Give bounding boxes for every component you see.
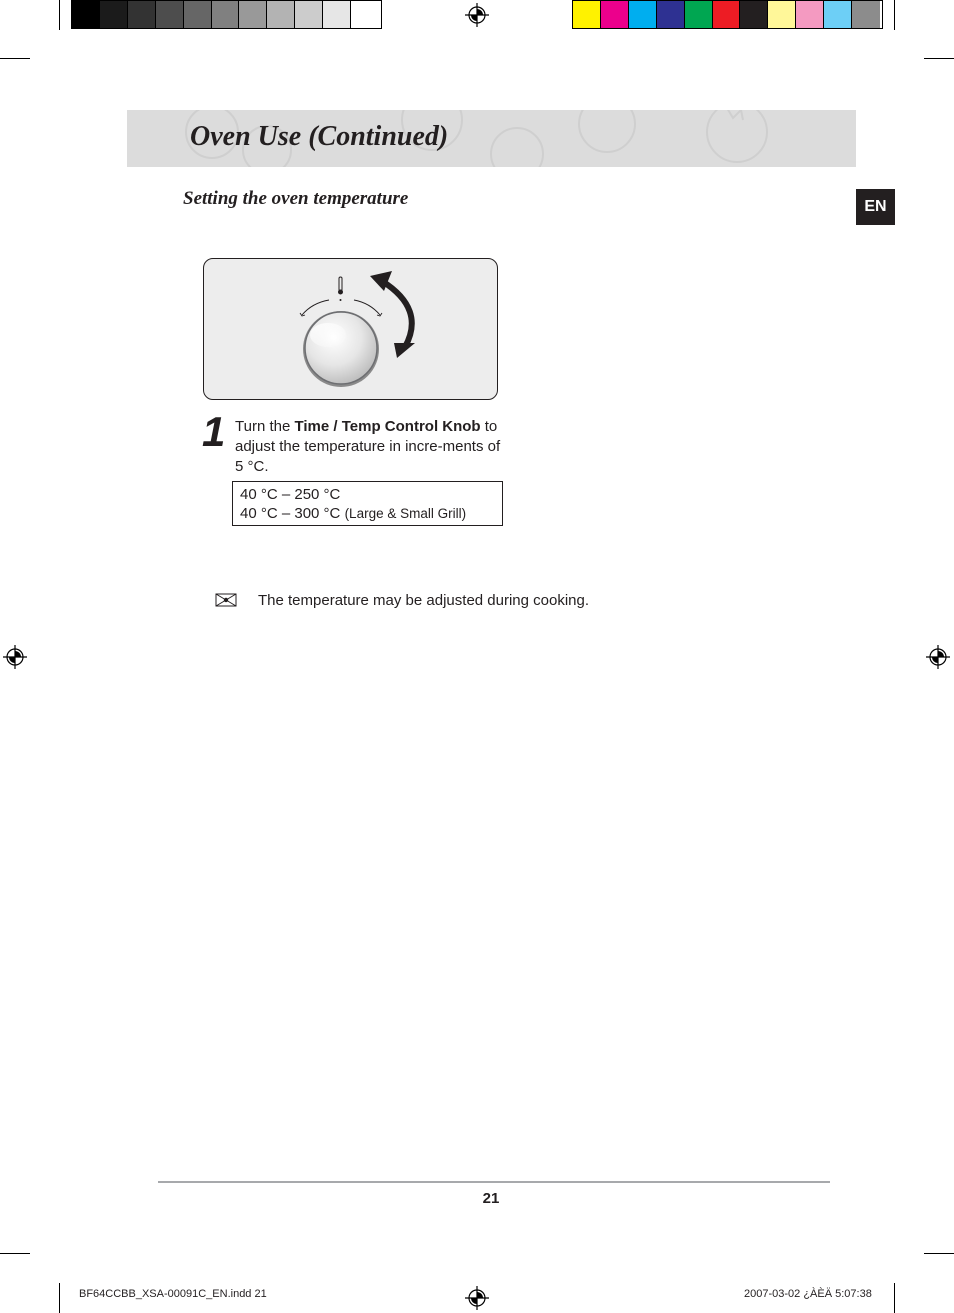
- step-instruction: [235, 417, 503, 477]
- color-swatch: [601, 1, 629, 28]
- registration-mark-icon: [465, 3, 489, 27]
- step-control-name: Time / Temp Control Knob: [294, 418, 481, 435]
- color-swatch: [796, 1, 824, 28]
- temperature-range-box: [232, 481, 503, 526]
- crop-mark: [924, 58, 954, 59]
- registration-mark-icon: [3, 645, 27, 669]
- step-text-after: to adjust the temperature in incre-ments of 5 °C.: [235, 418, 501, 475]
- crop-mark: [0, 1253, 30, 1254]
- registration-mark-icon: [465, 1286, 489, 1310]
- crop-mark: [924, 1253, 954, 1254]
- color-swatch: [212, 1, 240, 28]
- range-line-2-note: (Large & Small Grill): [344, 506, 467, 521]
- color-swatch: [72, 1, 100, 28]
- slug-filename: BF64CCBB_XSA-00091C_EN.indd 21: [79, 1288, 267, 1300]
- color-swatch: [323, 1, 351, 28]
- color-swatch: [128, 1, 156, 28]
- range-line-1: 40 °C – 250 °C: [240, 486, 341, 503]
- color-swatch: [713, 1, 741, 28]
- color-swatch: [239, 1, 267, 28]
- footer-divider: [158, 1181, 830, 1183]
- step-number: 1: [202, 408, 226, 455]
- color-swatch: [629, 1, 657, 28]
- process-color-bar: [572, 0, 883, 29]
- control-panel-illustration: [203, 258, 498, 400]
- color-swatch: [267, 1, 295, 28]
- crop-mark: [59, 0, 60, 30]
- crop-mark: [894, 0, 895, 30]
- color-swatch: [740, 1, 768, 28]
- registration-mark-icon: [926, 645, 950, 669]
- color-swatch: [685, 1, 713, 28]
- crop-mark: [0, 58, 30, 59]
- color-swatch: [824, 1, 852, 28]
- color-swatch: [100, 1, 128, 28]
- range-line-2-value: 40 °C – 300 °C: [240, 505, 345, 522]
- crop-mark: [894, 1283, 895, 1313]
- color-swatch: [573, 1, 601, 28]
- section-title: Setting the oven temperature: [183, 188, 409, 209]
- color-swatch: [184, 1, 212, 28]
- color-swatch: [295, 1, 323, 28]
- note-icon: [215, 590, 239, 610]
- page-number: 21: [482, 1190, 500, 1207]
- color-swatch: [156, 1, 184, 28]
- color-swatch: [852, 1, 880, 28]
- range-line-2: [240, 504, 502, 523]
- language-tab: EN: [856, 189, 895, 225]
- page-title: Oven Use (Continued): [190, 121, 449, 152]
- note-text: The temperature may be adjusted during cooking.: [258, 592, 590, 609]
- control-knob-illustration: [204, 259, 498, 400]
- step-text-before: Turn the: [235, 418, 295, 435]
- title-band: [127, 110, 856, 167]
- grayscale-color-bar: [71, 0, 382, 29]
- color-swatch: [768, 1, 796, 28]
- slug-timestamp: 2007-03-02 ¿ÀÈÄ 5:07:38: [744, 1288, 872, 1300]
- color-swatch: [351, 1, 379, 28]
- crop-mark: [59, 1283, 60, 1313]
- color-swatch: [657, 1, 685, 28]
